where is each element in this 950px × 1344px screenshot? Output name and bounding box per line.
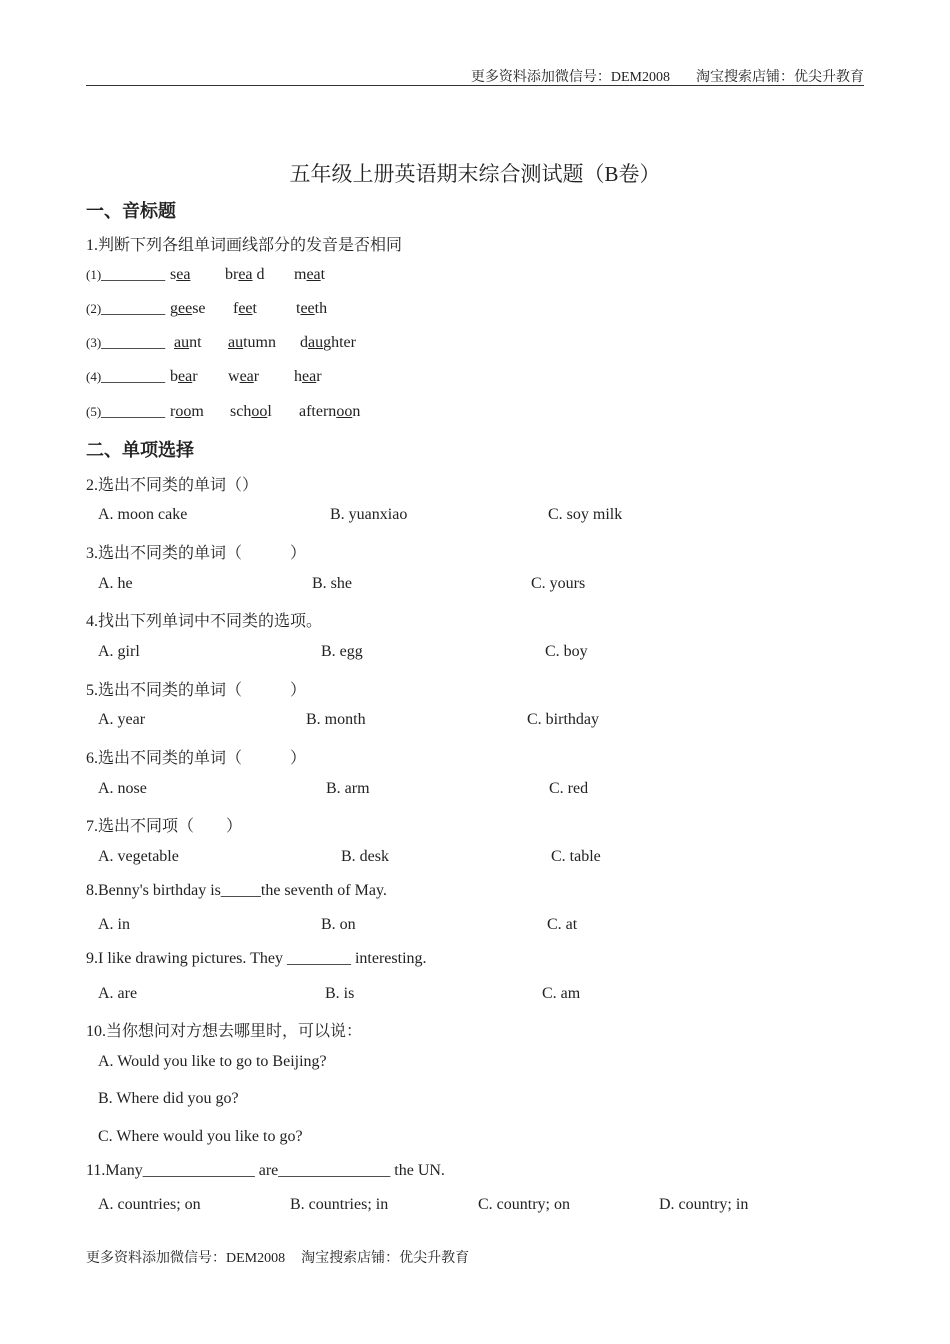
option-b: B. countries; in <box>290 1196 389 1213</box>
header-shop: 淘宝搜索店铺：优尖升教育 <box>696 70 864 85</box>
option-c: C. red <box>549 780 589 797</box>
footer-shop: 淘宝搜索店铺：优尖升教育 <box>301 1251 470 1266</box>
row-number: (2) <box>86 301 102 316</box>
option-d: D. country; in <box>659 1196 749 1213</box>
question-11: 11.Many______________ are______________ the UN. <box>86 1162 445 1179</box>
row-number: (3) <box>86 335 102 350</box>
option-b: B. she <box>312 575 352 592</box>
answer-blank: ________ <box>101 334 166 351</box>
option-b: B. desk <box>341 848 389 865</box>
question-4: 4.找出下列单词中不同类的选项。 <box>86 613 323 630</box>
phonetics-row <box>86 266 165 284</box>
option-c: C. am <box>542 985 581 1002</box>
option-b: B. egg <box>321 643 363 660</box>
phonetic-word: school <box>230 403 272 420</box>
option-b: B. yuanxiao <box>330 506 408 523</box>
option-a: A. girl <box>98 643 140 660</box>
phonetic-word: wear <box>228 368 260 385</box>
header-wechat: 更多资料添加微信号：DEM2008 <box>470 70 670 85</box>
question-5: 5.选出不同类的单词（ ） <box>86 682 307 699</box>
option-c: C. yours <box>531 575 586 592</box>
row-number: (1) <box>86 267 102 282</box>
option-a: A. in <box>98 916 130 933</box>
phonetic-word: sea <box>170 266 191 283</box>
question-9: 9.I like drawing pictures. They ________ interesting. <box>86 950 427 967</box>
phonetics-row <box>86 300 165 318</box>
option-c: C. boy <box>545 643 588 660</box>
header-divider <box>86 85 864 86</box>
option-b: B. on <box>321 916 356 933</box>
option-a: A. Would you like to go to Beijing? <box>98 1053 327 1070</box>
row-number: (4) <box>86 369 102 384</box>
phonetics-row <box>86 368 165 386</box>
phonetic-word: daughter <box>300 334 356 351</box>
phonetic-word: bear <box>170 368 198 385</box>
option-c: C. birthday <box>527 711 599 728</box>
phonetic-word: room <box>170 403 204 420</box>
phonetic-word: autumn <box>228 334 276 351</box>
option-c: C. soy milk <box>548 506 623 523</box>
answer-blank: ________ <box>101 403 166 420</box>
section-heading-multiple-choice: 二、单项选择 <box>86 440 194 461</box>
option-a: A. are <box>98 985 138 1002</box>
phonetic-word: feet <box>233 300 257 317</box>
answer-blank: ________ <box>101 300 166 317</box>
phonetics-row <box>86 403 165 421</box>
phonetic-word: aunt <box>174 334 202 351</box>
option-c: C. country; on <box>478 1196 570 1213</box>
question-1: 1.判断下列各组单词画线部分的发音是否相同 <box>86 237 403 254</box>
option-a: A. year <box>98 711 146 728</box>
option-b: B. Where did you go? <box>98 1090 239 1107</box>
answer-blank: ________ <box>101 266 166 283</box>
phonetic-word: teeth <box>296 300 328 317</box>
page-header <box>471 66 864 86</box>
option-a: A. nose <box>98 780 147 797</box>
option-b: B. is <box>325 985 355 1002</box>
page-title: 五年级上册英语期末综合测试题（B卷） <box>289 162 661 186</box>
footer-wechat: 更多资料添加微信号：DEM2008 <box>86 1251 286 1266</box>
phonetics-row <box>86 334 165 352</box>
question-6: 6.选出不同类的单词（ ） <box>86 750 307 767</box>
answer-blank: ________ <box>101 368 166 385</box>
phonetic-word: geese <box>170 300 206 317</box>
option-c: C. Where would you like to go? <box>98 1128 303 1145</box>
option-a: A. countries; on <box>98 1196 201 1213</box>
question-10: 10.当你想问对方想去哪里时，可以说： <box>86 1023 363 1040</box>
option-c: C. at <box>547 916 578 933</box>
option-a: A. moon cake <box>98 506 188 523</box>
row-number: (5) <box>86 404 102 419</box>
option-a: A. vegetable <box>98 848 179 865</box>
phonetic-word: brea d <box>225 266 265 283</box>
phonetic-word: hear <box>294 368 322 385</box>
question-2: 2.选出不同类的单词（） <box>86 477 259 494</box>
option-b: B. arm <box>326 780 370 797</box>
page-footer <box>86 1247 469 1267</box>
phonetic-word: afternoon <box>299 403 361 420</box>
question-7: 7.选出不同项（ ） <box>86 818 243 835</box>
question-3: 3.选出不同类的单词（ ） <box>86 545 307 562</box>
section-heading-phonetics: 一、音标题 <box>86 201 176 222</box>
phonetic-word: meat <box>294 266 326 283</box>
question-8: 8.Benny's birthday is_____the seventh of May. <box>86 882 387 899</box>
option-b: B. month <box>306 711 366 728</box>
option-a: A. he <box>98 575 133 592</box>
option-c: C. table <box>551 848 601 865</box>
